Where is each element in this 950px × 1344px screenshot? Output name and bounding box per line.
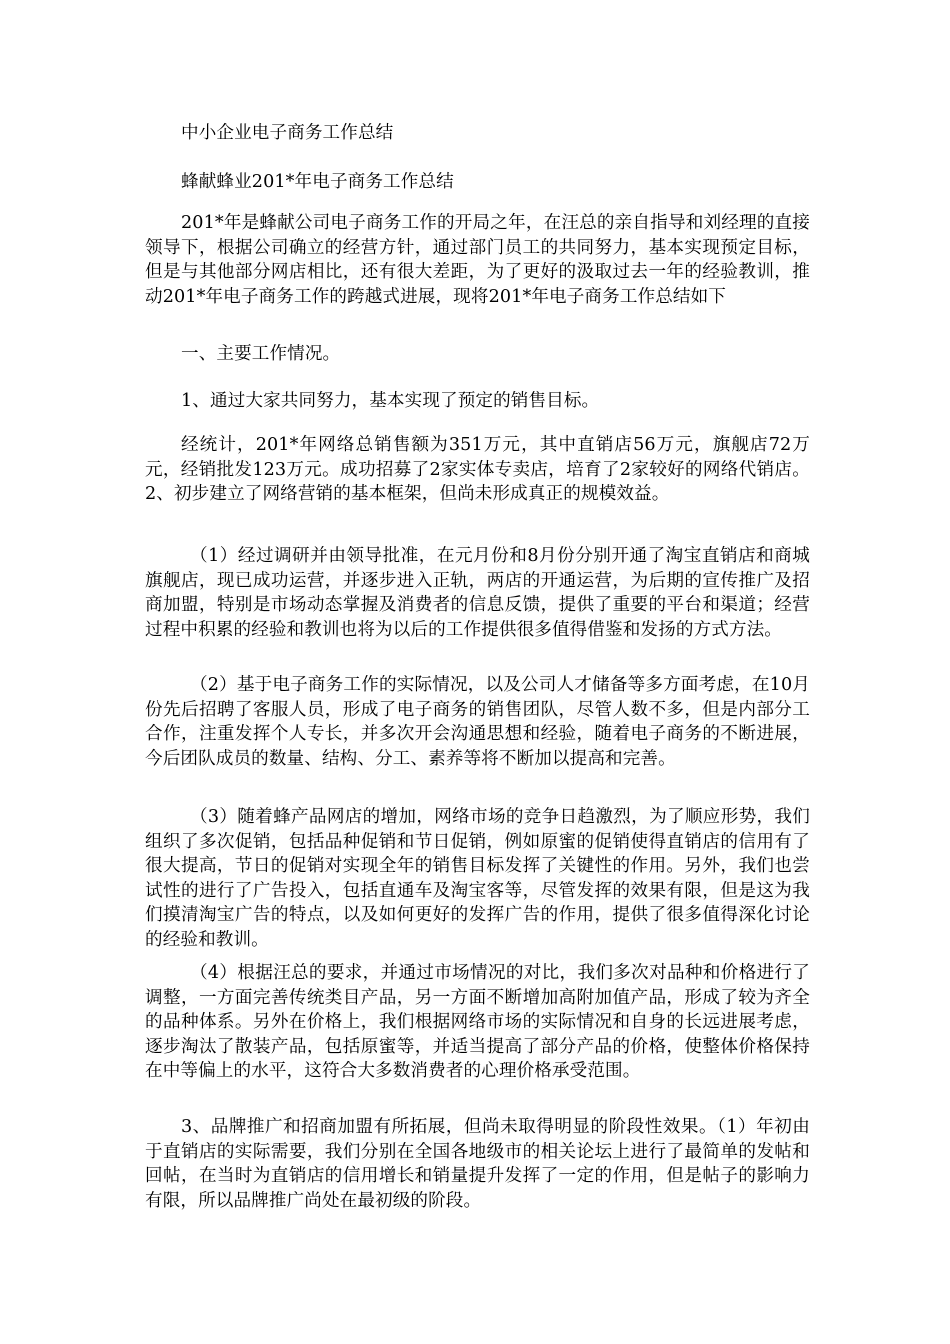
paragraph-brand-promotion: 3、品牌推广和招商加盟有所拓展，但尚未取得明显的阶段性效果。（1）年初由于直销店的实际需要，我们分别在全国各地级市的相关论坛上进行了最简单的发帖和回帖，在当时为直销店的信用增长和销量提升发挥了一定的作用，但是帖子的影响力有限，所以品牌推广尚处在最初级的阶段。	[145, 1117, 810, 1211]
paragraph-intro: 201*年是蜂献公司电子商务工作的开局之年，在汪总的亲自指导和刘经理的直接领导下，根据公司确立的经营方针，通过部门员工的共同努力，基本实现预定目标，但是与其他部分网店相比，还有很大差距，为了更好的汲取过去一年的经验教训，推动201*年电子商务工作的跨越式进展，现将201*年电子商务工作总结如下	[145, 213, 810, 307]
paragraph-item-2: （2）基于电子商务工作的实际情况，以及公司人才储备等多方面考虑，在10月份先后招聘了客服人员，形成了电子商务的销售团队，尽管人数不多，但是内部分工合作，注重发挥个人专长，并多次开会沟通思想和经验，随着电子商务的不断进展，今后团队成员的数量、结构、分工、素养等将不断加以提高和完善。	[145, 675, 810, 769]
paragraph-item-1: （1）经过调研并由领导批准，在元月份和8月份分别开通了淘宝直销店和商城旗舰店，现已成功运营，并逐步进入正轨，两店的开通运营，为后期的宣传推广及招商加盟，特别是市场动态掌握及消费者的信息反馈，提供了重要的平台和渠道；经营过程中积累的经验和教训也将为以后的工作提供很多值得借鉴和发扬的方式方法。	[145, 546, 810, 640]
paragraph-item-4: （4）根据汪总的要求，并通过市场情况的对比，我们多次对品种和价格进行了调整，一方面完善传统类目产品，另一方面不断增加高附加值产品，形成了较为齐全的品种体系。另外在价格上，我们根据网络市场的实际情况和自身的长远进展考虑，逐步淘汰了散装产品，包括原蜜等，并适当提高了部分产品的价格，使整体价格保持在中等偏上的水平，这符合大多数消费者的心理价格承受范围。	[145, 963, 810, 1082]
paragraph-sales-statistics: 经统计，201*年网络总销售额为351万元，其中直销店56万元，旗舰店72万元，经销批发123万元。成功招募了2家实体专卖店，培育了2家较好的网络代销店。2、初步建立了网络营销的基本框架，但尚未形成真正的规模效益。	[145, 435, 810, 505]
document-title: 中小企业电子商务工作总结	[181, 123, 394, 143]
section-heading-main-work: 一、主要工作情况。	[181, 344, 341, 364]
item-heading-sales-target: 1、通过大家共同努力，基本实现了预定的销售目标。	[181, 391, 600, 411]
document-subtitle: 蜂献蜂业201*年电子商务工作总结	[181, 172, 454, 192]
paragraph-item-3: （3）随着蜂产品网店的增加，网络市场的竞争日趋激烈，为了顺应形势，我们组织了多次促销，包括品种促销和节日促销，例如原蜜的促销使得直销店的信用有了很大提高，节日的促销对实现全年的销售目标发挥了关键性的作用。另外，我们也尝试性的进行了广告投入，包括直通车及淘宝客等，尽管发挥的效果有限，但是这为我们摸清淘宝广告的特点，以及如何更好的发挥广告的作用，提供了很多值得深化讨论的经验和教训。	[145, 807, 810, 950]
